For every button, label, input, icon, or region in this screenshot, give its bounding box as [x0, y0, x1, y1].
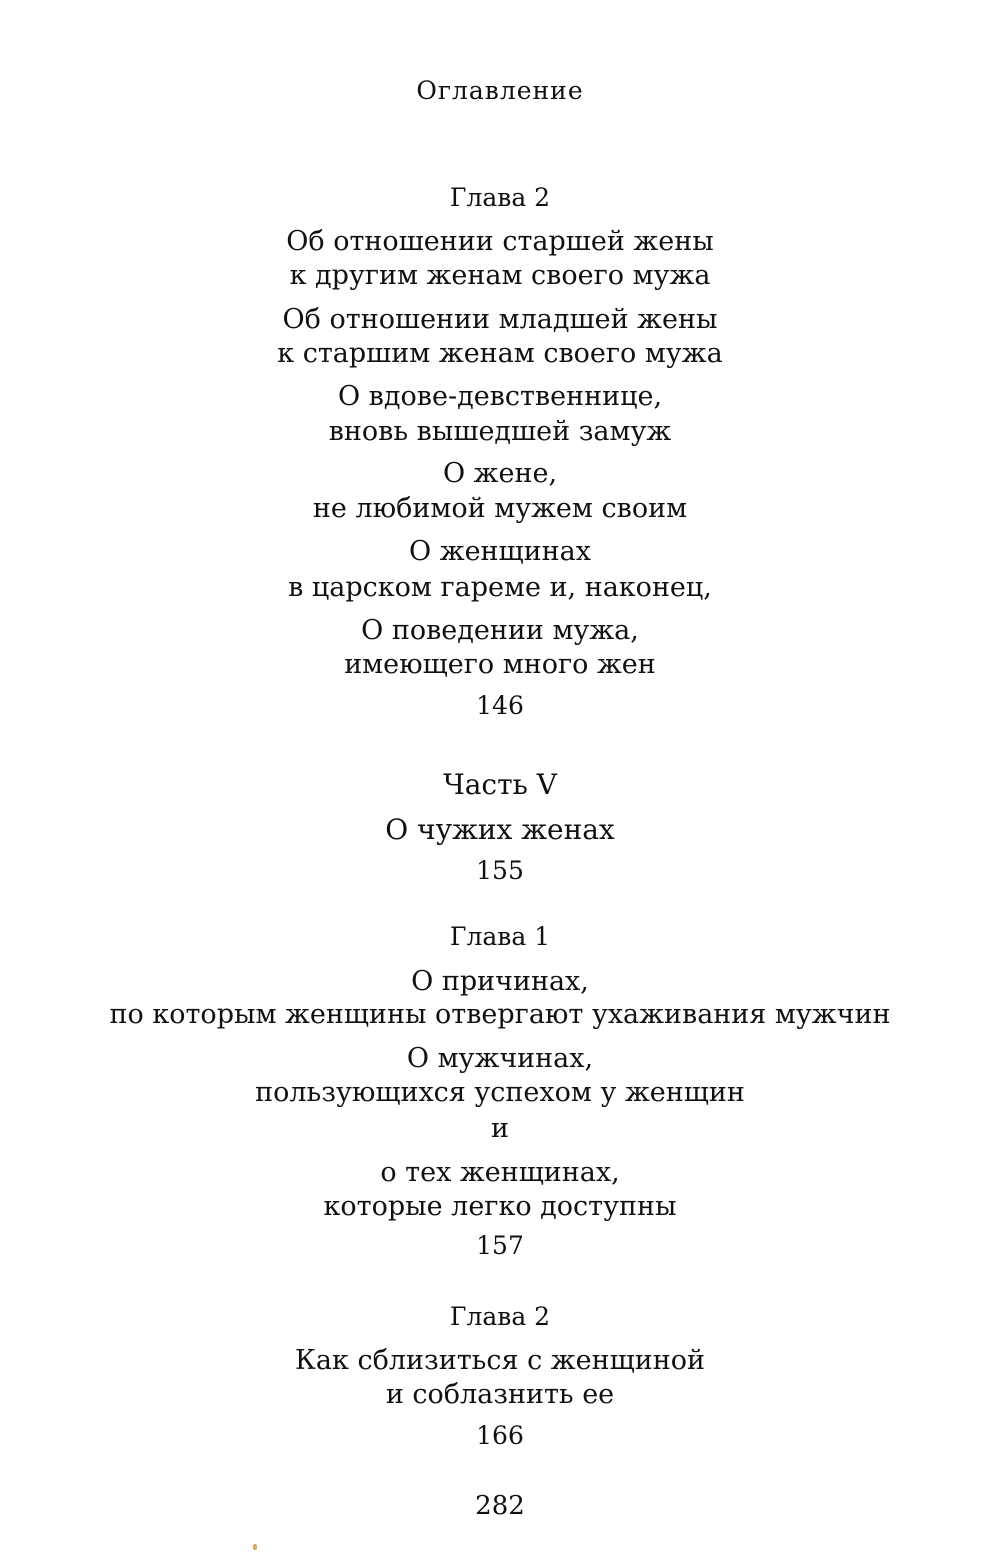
toc-entry-line: пользующихся успехом у женщин [255, 1077, 745, 1108]
toc-entry-line: Об отношении младшей жены [282, 304, 718, 335]
section-label: Глава 1 [449, 922, 551, 951]
section-label: Часть V [443, 768, 557, 801]
toc-entry-line: к другим женам своего мужа [289, 260, 711, 291]
toc-entry-line: вновь вышедшей замуж [328, 416, 672, 447]
toc-entry-line: О жене, [442, 458, 558, 489]
toc-entry-line: О причинах, [411, 966, 589, 997]
toc-entry-line: Как сблизиться с женщиной [295, 1345, 705, 1376]
toc-page-number: 157 [476, 1231, 524, 1260]
section-label: Глава 2 [449, 1302, 551, 1331]
page-number: 282 [475, 1491, 525, 1521]
section-label: Глава 2 [449, 183, 551, 212]
toc-entry-line: О чужих женах [385, 813, 615, 846]
toc-page-number: 155 [476, 856, 524, 885]
toc-entry-line: имеющего много жен [344, 649, 656, 680]
toc-entry-line: о тех женщинах, [380, 1157, 620, 1188]
toc-page-number: 146 [476, 691, 524, 720]
toc-entry-line: О женщинах [409, 536, 591, 567]
toc-page-number: 166 [476, 1421, 524, 1450]
toc-entry-line: не любимой мужем своим [312, 493, 688, 524]
toc-entry-line: и соблазнить ее [385, 1379, 615, 1410]
page-heading: Оглавление [416, 76, 584, 105]
paper-speck [253, 1544, 257, 1550]
toc-entry-line: Об отношении старшей жены [286, 226, 714, 257]
toc-entry-line: О мужчинах, [406, 1043, 594, 1074]
toc-entry-line: и [491, 1113, 509, 1144]
toc-entry-line: О поведении мужа, [361, 615, 639, 646]
toc-entry-line: в царском гареме и, наконец, [288, 572, 712, 603]
toc-entry-line: О вдове-девственнице, [337, 381, 663, 412]
toc-entry-line: которые легко доступны [323, 1191, 677, 1222]
toc-entry-line: к старшим женам своего мужа [277, 338, 723, 369]
toc-entry-line: по которым женщины отвергают ухаживания мужчин [109, 999, 891, 1030]
